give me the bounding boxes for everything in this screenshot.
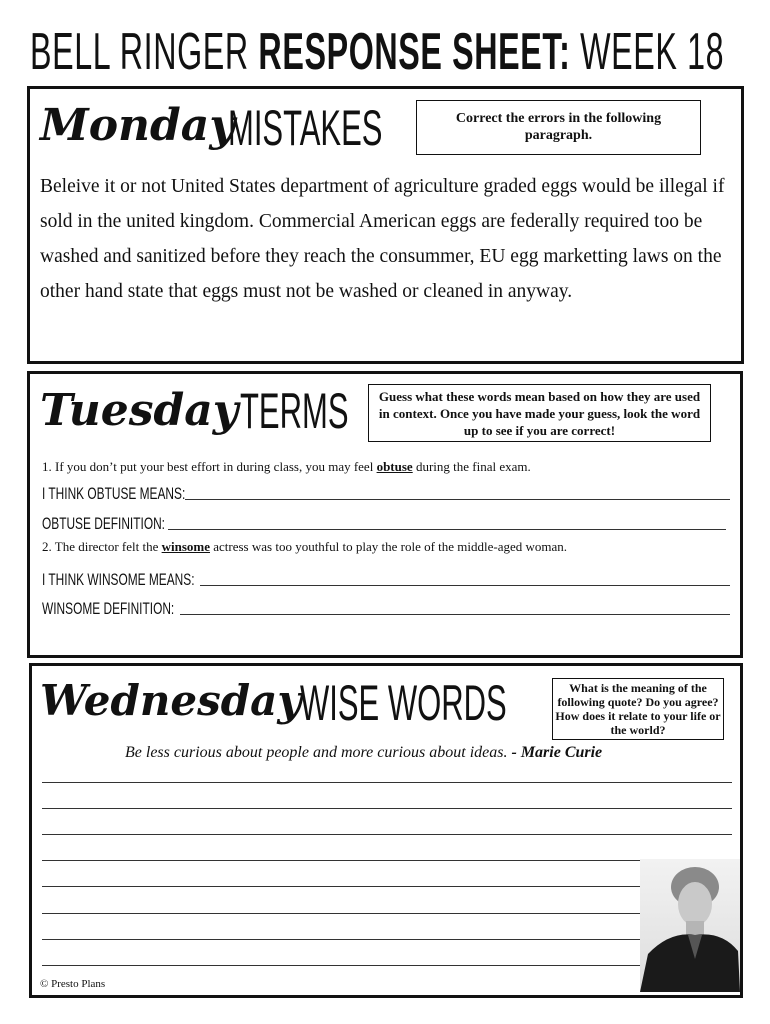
obtuse-guess-label: I THINK OBTUSE MEANS:: [42, 484, 186, 503]
tuesday-section: [27, 371, 743, 658]
answer-line[interactable]: [42, 834, 732, 835]
answer-line[interactable]: [42, 886, 662, 887]
tuesday-topic: TERMS: [240, 383, 349, 439]
q1-word: obtuse: [376, 459, 413, 474]
q2-text: 2. The director felt the: [42, 539, 162, 554]
wednesday-section: [29, 663, 743, 998]
answer-line[interactable]: [42, 913, 662, 914]
quote: [125, 744, 602, 762]
winsome-definition-line[interactable]: [180, 614, 730, 615]
wednesday-topic: WISE WORDS: [300, 675, 507, 731]
answer-line[interactable]: [42, 939, 662, 940]
answer-line[interactable]: [42, 860, 732, 861]
wednesday-heading: Wednesday: [40, 676, 302, 725]
title-week: WEEK 18: [580, 23, 725, 81]
question-2: [42, 539, 567, 555]
quote-author: - Marie Curie: [511, 744, 603, 761]
q2-word: winsome: [161, 539, 210, 554]
monday-section: [27, 86, 744, 364]
marie-curie-portrait: [640, 859, 740, 992]
answer-line[interactable]: [42, 782, 732, 783]
page-title: [30, 22, 724, 82]
monday-heading: Monday: [40, 100, 235, 151]
obtuse-definition-label: OBTUSE DEFINITION:: [42, 514, 165, 533]
winsome-guess-label: I THINK WINSOME MEANS:: [42, 570, 195, 589]
obtuse-guess-line[interactable]: [185, 499, 730, 500]
q1-text: 1. If you don’t put your best effort in during class, you may feel: [42, 459, 377, 474]
answer-line[interactable]: [42, 808, 732, 809]
monday-instructions: Correct the errors in the following paragraph.: [416, 100, 701, 155]
tuesday-instructions: Guess what these words mean based on how they are used in context. Once you have made your guess, look the word up to see if you are correct!: [368, 384, 711, 442]
tuesday-heading: Tuesday: [40, 385, 239, 436]
winsome-guess-line[interactable]: [200, 585, 730, 586]
monday-paragraph: Beleive it or not United States department of agriculture graded eggs would be illegal if sold in the united kingdom. Commercial American eggs are federally required too be washed and sanitized before they reach the consummer, EU egg marketting laws on the other hand state that eggs must not be washed or cleaned in anyway.: [40, 176, 725, 302]
title-bold: RESPONSE SHEET:: [258, 23, 571, 81]
q1-text-end: during the final exam.: [412, 459, 531, 474]
copyright: © Presto Plans: [40, 978, 106, 990]
answer-line[interactable]: [42, 965, 662, 966]
quote-text: Be less curious about people and more curious about ideas.: [125, 744, 508, 761]
question-1: [42, 459, 531, 475]
obtuse-definition-line[interactable]: [168, 529, 726, 530]
wednesday-instructions: What is the meaning of the following quote? Do you agree? How does it relate to your life or the world?: [552, 678, 724, 740]
title-light: BELL RINGER: [30, 23, 249, 81]
q2-text-end: actress was too youthful to play the role of the middle-aged woman.: [210, 539, 568, 554]
winsome-definition-label: WINSOME DEFINITION:: [42, 599, 175, 618]
monday-topic: MISTAKES: [228, 100, 383, 156]
